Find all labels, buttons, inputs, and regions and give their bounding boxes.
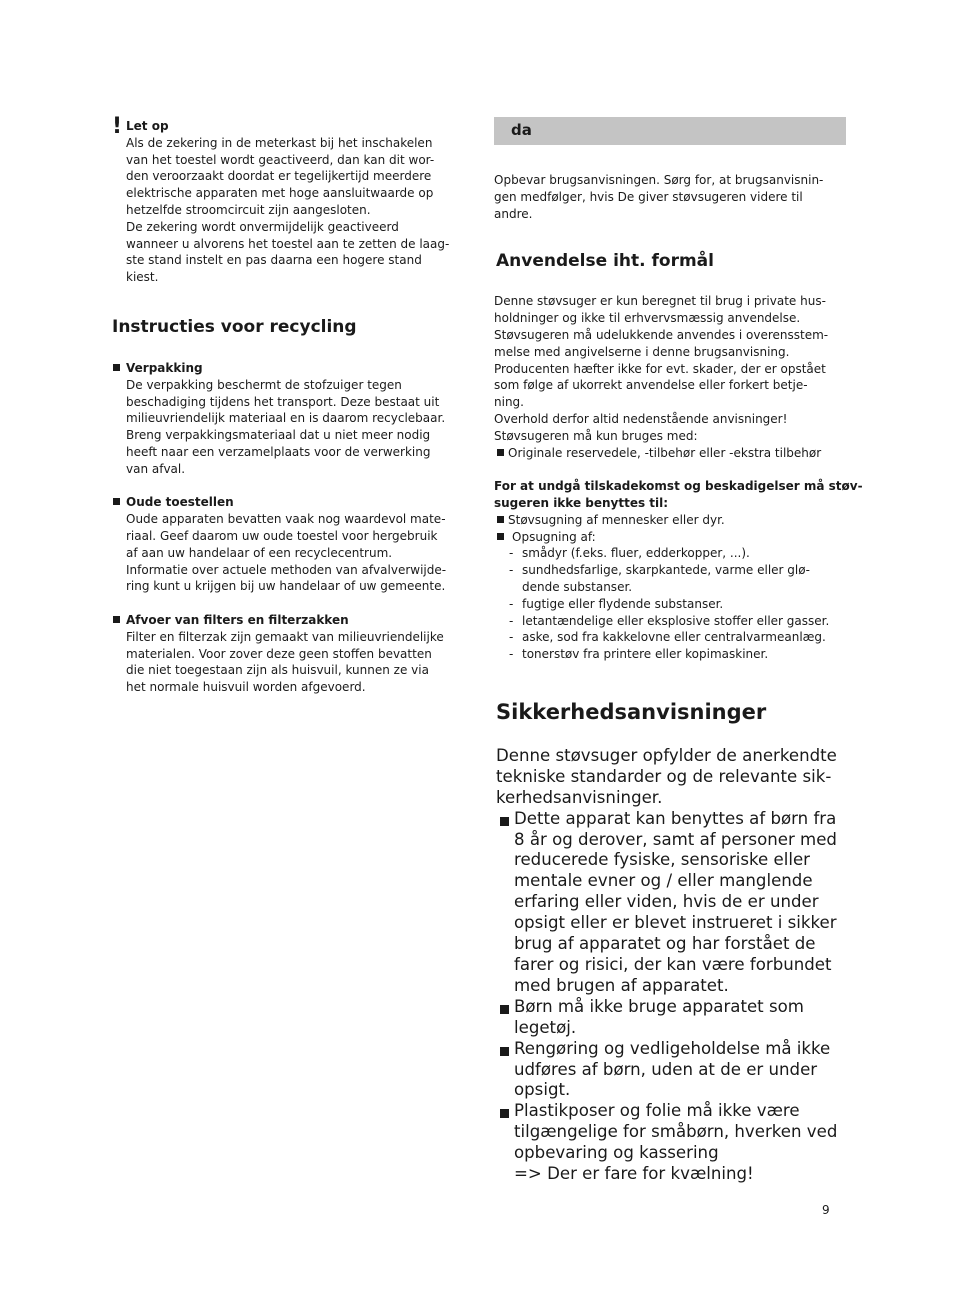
warning-line: wanneer u alvorens het toestel aan te zetten de laag- (126, 236, 450, 251)
avoid-heading-line: For at undgå tilskadekomst og beskadigelser må støv- (494, 479, 863, 494)
warning-line: ste stand instelt en pas daarna een hogere stand (126, 253, 422, 268)
item-line: het normale huisvuil worden afgevoerd. (126, 680, 366, 695)
dash-marker: - (509, 596, 514, 611)
bullet-square-icon (500, 817, 509, 826)
safety-item (496, 809, 846, 997)
safety-line: reducerede fysiske, sensoriske eller (514, 850, 810, 870)
safety-line: legetøj. (514, 1017, 577, 1037)
bullet-square-icon (497, 516, 504, 523)
item-line: beschadiging tijdens het transport. Deze bestaat uit (126, 394, 440, 409)
warning-line: kiest. (126, 270, 159, 285)
purpose-line: Overhold derfor altid nedenstående anvisninger! (494, 411, 788, 426)
safety-line: opsigt eller er blevet instrueret i sikker (514, 913, 837, 933)
intro-line: gen medfølger, hvis De giver støvsugeren videre til (494, 189, 803, 204)
safety-line: tilgængelige for småbørn, hverken ved (514, 1122, 838, 1142)
safety-line: erfaring eller viden, hvis de er under (514, 892, 819, 912)
recycling-item-old-devices (112, 494, 464, 595)
purpose-line: Producenten hæfter ikke for evt. skader, der er opstået (494, 361, 826, 376)
item-title: Oude toestellen (126, 495, 234, 510)
purpose-paragraph (494, 293, 846, 461)
safety-line: 8 år og derover, samt af personer med (514, 829, 837, 849)
safety-item (496, 997, 846, 1039)
bullet-square-icon (113, 616, 120, 623)
safety-line: => Der er fare for kvælning! (514, 1164, 754, 1184)
item-title: Afvoer van filters en filterzakken (126, 612, 349, 627)
purpose-heading: Anvendelse iht. formål (496, 251, 714, 272)
safety-line: farer og risici, der kan være forbundet (514, 954, 832, 974)
item-line: af aan uw handelaar of een recyclecentrum. (126, 545, 393, 560)
safety-item (496, 1039, 846, 1102)
dash-item (494, 613, 846, 630)
item-line: milieuvriendelijk materiaal en is daarom recyclebaar. (126, 411, 446, 426)
safety-intro-line: Denne støvsuger opfylder de anerkendte (496, 745, 837, 765)
dash-item (494, 562, 846, 596)
warning-line: De zekering wordt onvermijdelijk geactiveerd (126, 219, 399, 234)
purpose-line: Støvsugeren må kun bruges med: (494, 428, 698, 443)
safety-line: opsigt. (514, 1080, 571, 1100)
safety-line: Børn må ikke bruge apparatet som (514, 996, 804, 1016)
intro-paragraph (494, 172, 846, 222)
safety-line: mentale evner og / eller manglende (514, 871, 813, 891)
safety-line: opbevaring og kassering (514, 1143, 719, 1163)
dash-line: tonerstøv fra printere eller kopimaskiner. (522, 647, 769, 662)
safety-intro-line: tekniske standarder og de relevante sik- (496, 766, 832, 786)
bullet-square-icon (497, 449, 504, 456)
item-line: heeft naar een verzamelplaats voor de verwerking (126, 444, 431, 459)
dash-line: sundhedsfarlige, skarpkantede, varme eller glø- (522, 563, 810, 578)
dash-item (494, 545, 846, 562)
item-line: van afval. (126, 461, 186, 476)
avoid-bullet (494, 512, 846, 529)
recycling-heading: Instructies voor recycling (112, 316, 357, 337)
item-line: riaal. Geef daarom uw oude toestel voor hergebruik (126, 528, 438, 543)
warning-line: van het toestel wordt geactiveerd, dan kan dit wor- (126, 152, 435, 167)
dash-marker: - (509, 630, 514, 645)
purpose-line: melse med angivelserne i denne brugsanvisning. (494, 344, 790, 359)
purpose-bullet (494, 445, 846, 462)
dash-line: dende substanser. (522, 579, 633, 594)
dash-line: smådyr (f.eks. fluer, edderkopper, ...). (522, 546, 750, 561)
language-label: da (511, 121, 532, 139)
purpose-line: holdninger og ikke til erhvervsmæssig anvendelse. (494, 311, 801, 326)
item-line: De verpakking beschermt de stofzuiger tegen (126, 377, 402, 392)
avoid-section (494, 478, 863, 663)
bullet-square-icon (113, 364, 120, 371)
bullet-square-icon (500, 1005, 509, 1014)
safety-line: Rengøring og vedligeholdelse må ikke (514, 1038, 831, 1058)
dash-line: aske, sod fra kakkelovne eller centralvarmeanlæg. (522, 630, 826, 645)
language-bar (494, 117, 846, 145)
dash-line: fugtige eller flydende substanser. (522, 596, 724, 611)
recycling-item-filters (112, 612, 464, 696)
warning-line: elektrische apparaten met hoge aansluitwaarde op (126, 186, 434, 201)
item-line: Breng verpakkingsmateriaal dat u niet meer nodig (126, 428, 431, 443)
warning-line: den veroorzaakt doordat er tegelijkertijd meerdere (126, 169, 432, 184)
bullet-square-icon (113, 498, 120, 505)
dash-line: letantændelige eller eksplosive stoffer eller gasser. (522, 613, 830, 628)
dash-item (494, 629, 846, 646)
item-line: die niet toegestaan zijn als huisvuil, kunnen ze via (126, 663, 429, 678)
exclamation-icon: ! (112, 114, 123, 139)
purpose-line: Denne støvsuger er kun beregnet til brug i private hus- (494, 294, 826, 309)
warning-line: Als de zekering in de meterkast bij het inschakelen (126, 135, 433, 150)
safety-line: Dette apparat kan benyttes af børn fra (514, 808, 837, 828)
bullet-square-icon (497, 533, 504, 540)
avoid-heading-line: sugeren ikke benyttes til: (494, 495, 669, 510)
safety-heading: Sikkerhedsanvisninger (496, 699, 767, 724)
item-line: Filter en filterzak zijn gemaakt van milieuvriendelijke (126, 629, 444, 644)
item-line: materialen. Voor zover deze geen stoffen bevatten (126, 646, 432, 661)
intro-line: Opbevar brugsanvisningen. Sørg for, at brugsanvisnin- (494, 173, 824, 187)
avoid-bullet-text: Støvsugning af mennesker eller dyr. (508, 512, 725, 527)
left-column (112, 114, 464, 696)
safety-intro-line: kerhedsanvisninger. (496, 787, 663, 807)
intro-line: andre. (494, 206, 533, 221)
bullet-square-icon (500, 1047, 509, 1056)
avoid-bullet-text: Opsugning af: (512, 529, 596, 544)
safety-section (494, 746, 846, 1185)
safety-line: udføres af børn, uden at de er under (514, 1059, 818, 1079)
purpose-line: ning. (494, 395, 524, 410)
purpose-line: Støvsugeren må udelukkende anvendes i overensstem- (494, 327, 829, 342)
dash-item (494, 596, 846, 613)
dash-marker: - (509, 613, 514, 628)
dash-marker: - (509, 647, 514, 662)
item-line: Informatie over actuele methoden van afvalverwijde- (126, 562, 447, 577)
page-number: 9 (822, 1203, 830, 1217)
safety-line: Plastikposer og folie må ikke være (514, 1101, 800, 1121)
dash-marker: - (509, 563, 514, 578)
right-column (494, 117, 863, 1185)
warning-title: Let op (126, 119, 169, 133)
purpose-bullet-text: Originale reservedele, -tilbehør eller -ekstra tilbehør (508, 445, 822, 460)
safety-line: brug af apparatet og har forstået de (514, 934, 816, 954)
safety-line: med brugen af apparatet. (514, 975, 729, 995)
item-line: Oude apparaten bevatten vaak nog waardevol mate- (126, 512, 446, 527)
warning-line: hetzelfde stroomcircuit zijn aangesloten. (126, 202, 371, 217)
warning-note (112, 114, 464, 286)
item-line: ring kunt u krijgen bij uw handelaar of uw gemeente. (126, 579, 446, 594)
purpose-line: som følge af ukorrekt anvendelse eller forkert betje- (494, 378, 808, 393)
item-title: Verpakking (126, 360, 203, 375)
bullet-square-icon (500, 1109, 509, 1118)
avoid-bullet (494, 529, 846, 546)
dash-marker: - (509, 546, 514, 561)
dash-item (494, 646, 846, 663)
recycling-item-packaging (112, 360, 464, 478)
safety-item (496, 1101, 846, 1185)
